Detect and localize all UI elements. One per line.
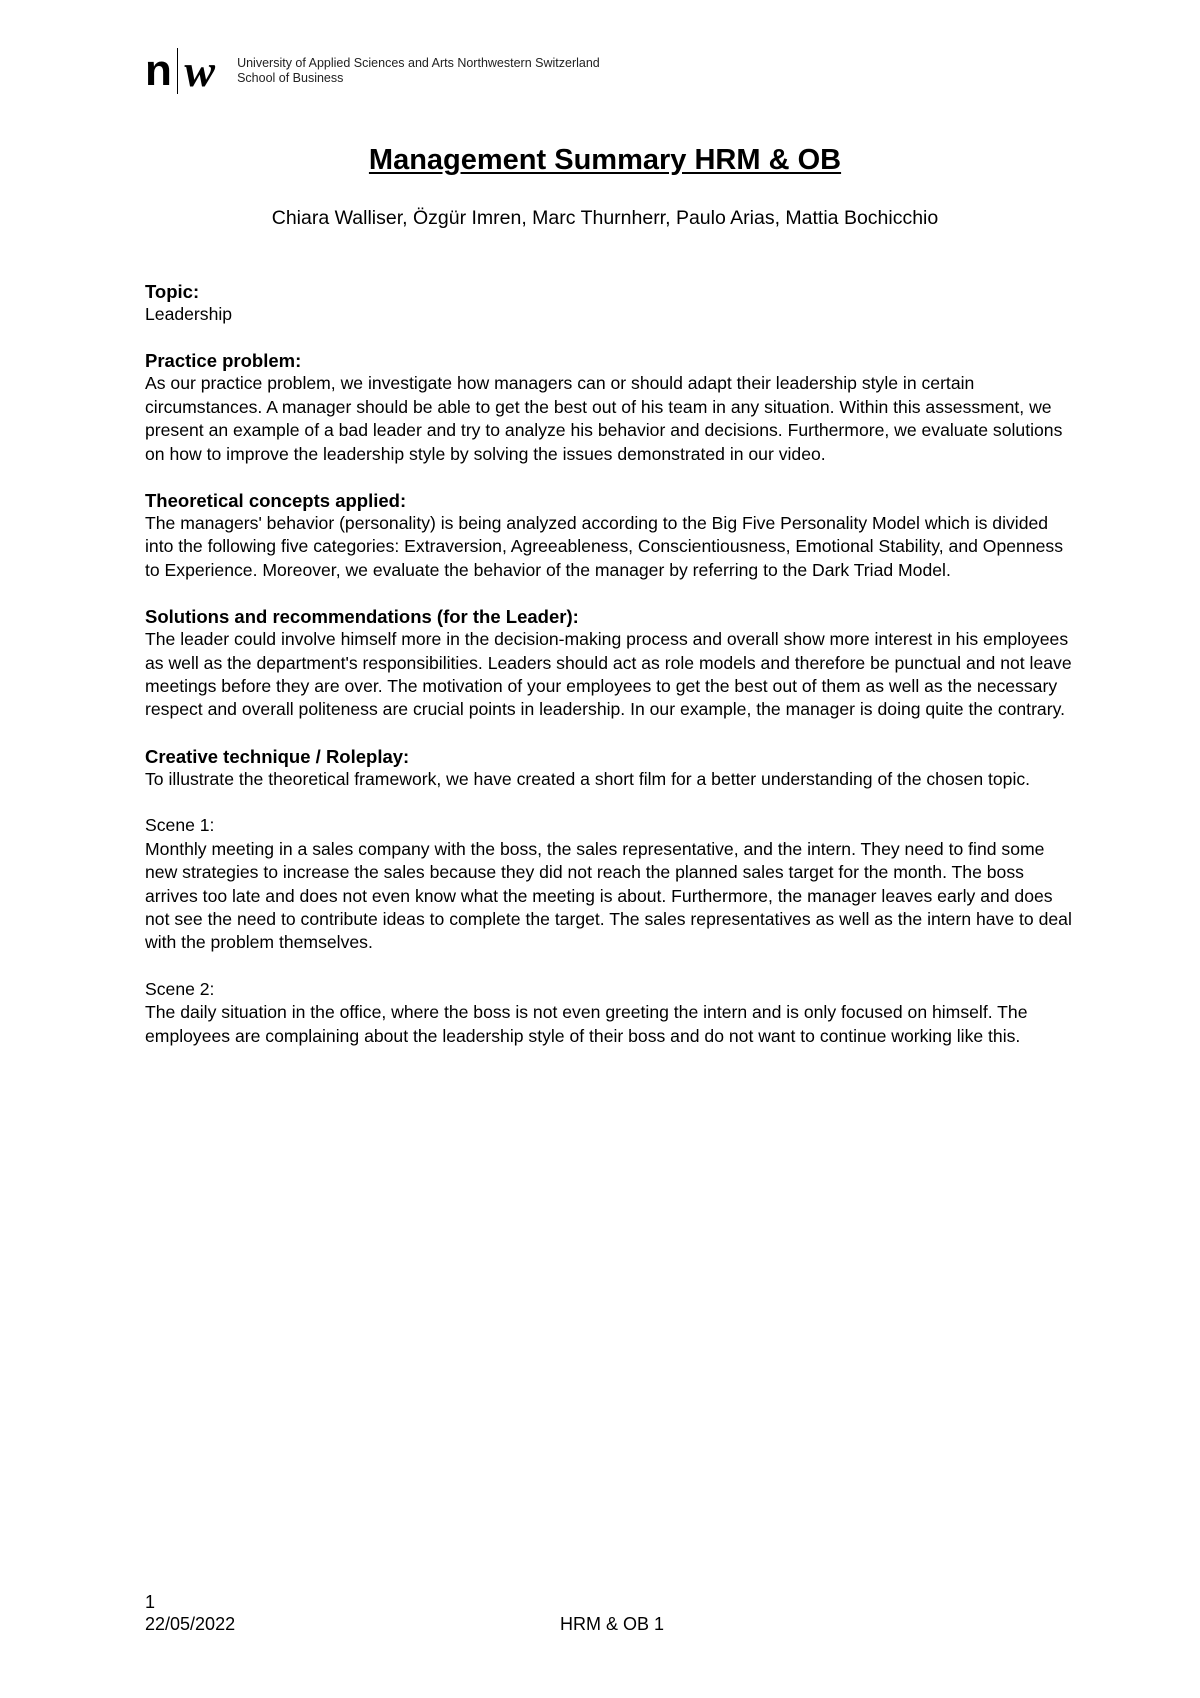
document-body [145, 280, 1075, 1071]
section-text: Leadership [145, 304, 233, 324]
section-heading: Topic: [145, 281, 200, 302]
section-text: The leader could involve himself more in the decision-making process and overall show more interest in his employees as well as the department's responsibilities. Leaders should act as role models and therefore be punctual and not leave meetings before they are over. The motivation of your employees to get the best out of them as well as the necessary respect and overall politeness are crucial points in leadership. In our example, the manager is doing quite the contrary. [145, 629, 1072, 720]
section-heading: Practice problem: [145, 350, 302, 372]
section-theoretical-concepts [145, 489, 1075, 582]
document-authors: Chiara Walliser, Özgür Imren, Marc Thurnherr, Paulo Arias, Mattia Bochicchio [271, 207, 939, 229]
scene-2-label: Scene 2: [145, 978, 215, 999]
page-number: 1 [145, 1592, 156, 1612]
logo-divider [177, 48, 179, 94]
section-heading: Solutions and recommendations (for the Leader): [145, 606, 579, 628]
scene-1-text: Monthly meeting in a sales company with the boss, the sales representative, and the intern. They need to find some new strategies to increase the sales because they did not reach the planned sales target for the month. The boss arrives too late and does not even know what the meeting is about. Furthermore, the manager leaves early and does not see the need to contribute ideas to complete the target. The sales representatives as well as the intern have to deal with the problem themselves. [145, 838, 1072, 953]
footer-date: 22/05/2022 [145, 1614, 236, 1634]
scene-1-label: Scene 1: [145, 815, 215, 836]
scene-2-text: The daily situation in the office, where the boss is not even greeting the intern and is only focused on himself. The employees are complaining about the leadership style of their boss and do not want to continue working like this. [145, 1002, 1028, 1046]
fhnw-logo-mark [145, 46, 215, 96]
section-practice-problem [145, 349, 1075, 466]
section-text: To illustrate the theoretical framework, we have created a short film for a better understanding of the chosen topic. [145, 768, 1031, 789]
section-heading: Theoretical concepts applied: [145, 490, 407, 512]
section-heading: Creative technique / Roleplay: [145, 745, 410, 767]
footer-course: HRM & OB 1 [560, 1614, 665, 1634]
section-text: The managers' behavior (personality) is being analyzed according to the Big Five Personality Model which is divided into the following five categories: Extraversion, Agreeableness, Conscientiousness, Emotional Stability, and Openness to Experience. Moreover, we evaluate the behavior of the manager by referring to the Dark Triad Model. [145, 513, 1063, 580]
section-topic [145, 280, 1075, 326]
document-title: Management Summary HRM & OB [368, 144, 842, 176]
institution-name: University of Applied Sciences and Arts Northwestern Switzerland [237, 56, 600, 70]
logo-text [237, 56, 600, 86]
section-solutions [145, 605, 1075, 722]
institution-logo [145, 46, 600, 96]
section-text: As our practice problem, we investigate how managers can or should adapt their leadership style in certain circumstances. A manager should be able to get the best out of his team in any situation. Within this assessment, we present an example of a bad leader and try to analyze his behavior and decisions. Furthermore, we evaluate solutions on how to improve the leadership style by solving the issues demonstrated in our video. [145, 373, 1063, 464]
school-name: School of Business [237, 71, 344, 85]
section-creative-technique [145, 745, 1075, 1048]
logo-letter-w: w [184, 45, 216, 96]
logo-letter-n: n [145, 46, 171, 95]
